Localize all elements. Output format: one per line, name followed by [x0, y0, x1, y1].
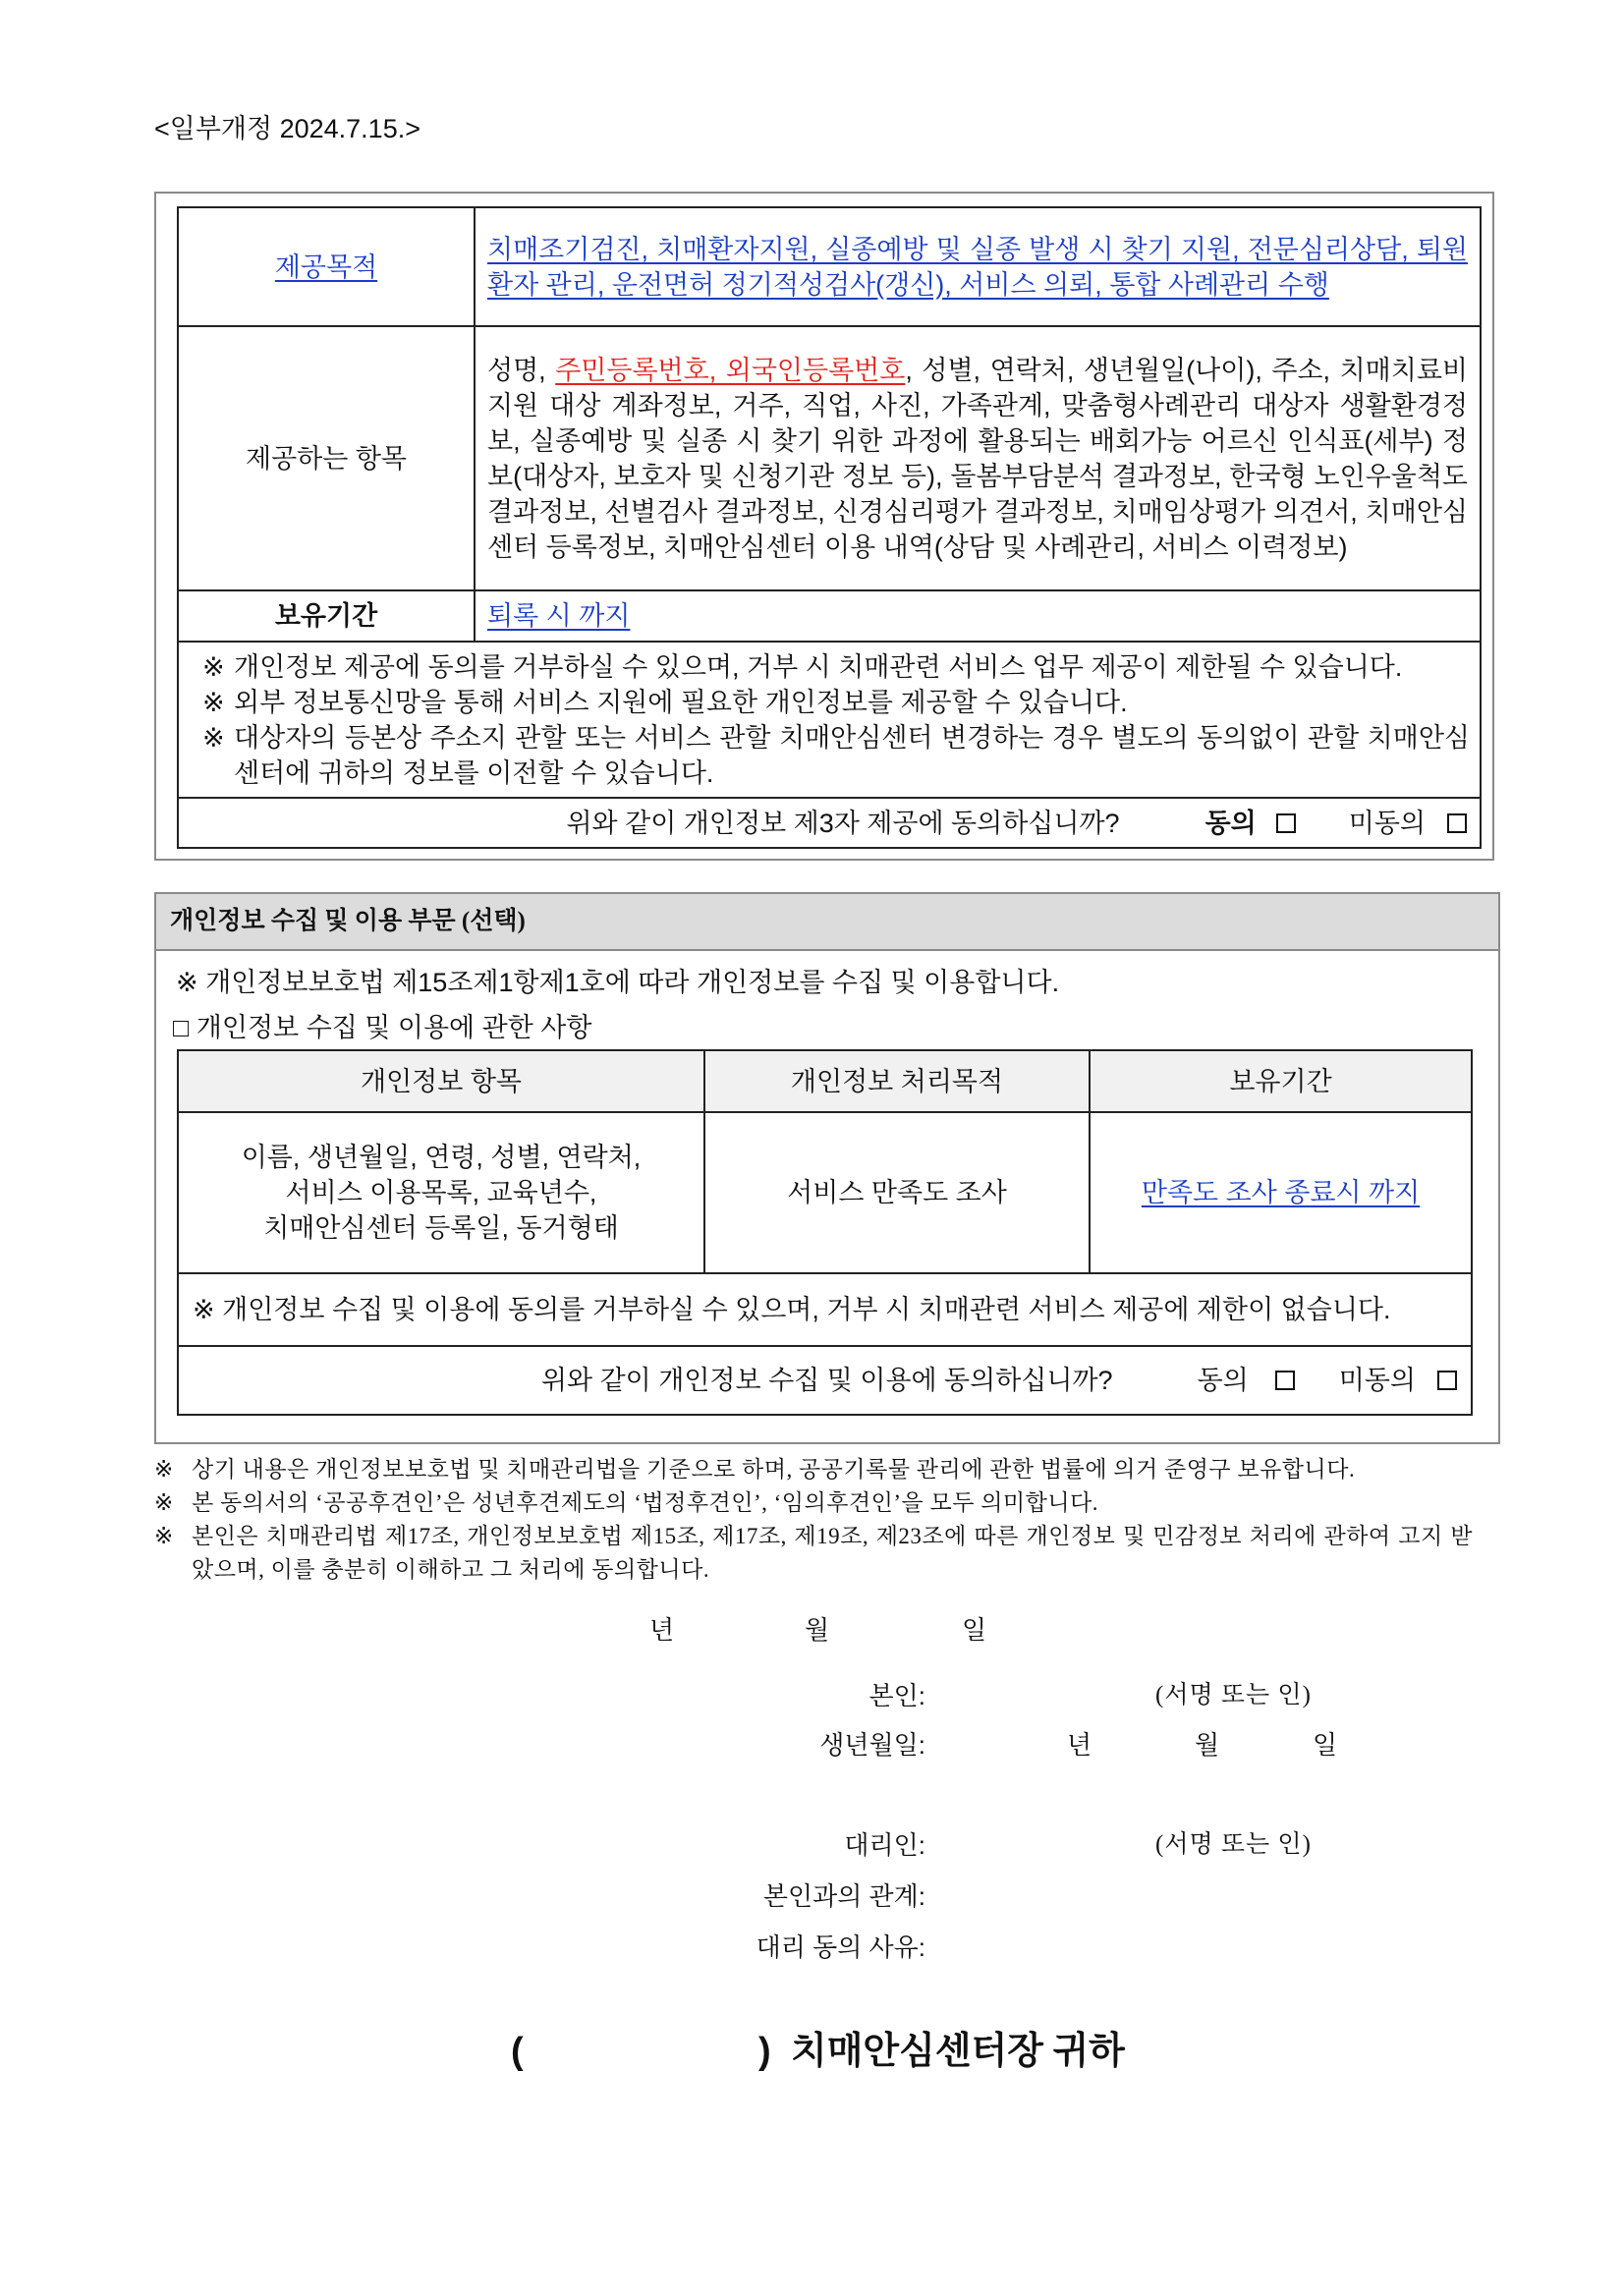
- provision-disagree-label: 미동의: [1348, 808, 1426, 838]
- collection-agree-checkbox[interactable]: [1275, 1371, 1295, 1390]
- purpose-label: 제공목적: [274, 252, 378, 282]
- footnotes: [154, 1453, 1473, 1587]
- note-mark: ※: [202, 687, 225, 717]
- note-mark: ※: [202, 722, 225, 753]
- self-sign-mark: (서명 또는 인): [1155, 1682, 1312, 1708]
- items-prefix: 성명,: [487, 355, 556, 385]
- provision-table: [177, 206, 1482, 849]
- note-item: [202, 720, 1470, 791]
- collection-items-cell: [178, 1112, 704, 1273]
- collection-disagree-checkbox[interactable]: [1437, 1371, 1457, 1390]
- collection-table-header: [178, 1050, 1472, 1112]
- birth-year: 년: [1067, 1730, 1092, 1760]
- items-label: 제공하는 항목: [246, 443, 407, 474]
- collection-consent-line: [189, 1363, 1457, 1398]
- collection-legal-basis: ※ 개인정보보호법 제15조제1항제1호에 따라 개인정보를 수집 및 이용합니다.: [176, 968, 1060, 997]
- provision-consent-question: 위와 같이 개인정보 제3자 제공에 동의하십니까?: [566, 808, 1120, 838]
- retention-row: [178, 590, 1481, 642]
- footnote-item: [154, 1486, 1473, 1520]
- provision-agree-checkbox[interactable]: [1276, 813, 1296, 833]
- purpose-row: [178, 207, 1481, 326]
- collection-items-line: 치매안심센터 등록일, 동거형태: [263, 1213, 619, 1243]
- collection-table: [177, 1049, 1473, 1416]
- proxy-sign-mark: (서명 또는 인): [1155, 1831, 1312, 1858]
- note-text: 외부 정보통신망을 통해 서비스 지원에 필요한 개인정보를 제공할 수 있습니다.: [234, 687, 1128, 717]
- footnote-text: 본인은 치매관리법 제17조, 개인정보보호법 제15조, 제17조, 제19조, 제23조에 따른 개인정보 및 민감정보 처리에 관하여 고지 받았으며, 이를 충분히 이해하고 그 처리에 동의합니다.: [192, 1524, 1473, 1582]
- collection-data-row: [178, 1112, 1472, 1273]
- note-text: 개인정보 제공에 동의를 거부하실 수 있으며, 거부 시 치매관련 서비스 업무 제공이 제한될 수 있습니다.: [234, 651, 1403, 682]
- footnote-mark: ※: [154, 1524, 174, 1548]
- collection-items-line: 이름, 생년월일, 연령, 성별, 연락처,: [241, 1143, 642, 1172]
- addressee-text: 치매안심센터장 귀하: [791, 2031, 1125, 2072]
- items-highlight: 주민등록번호, 외국인등록번호: [555, 355, 906, 385]
- collection-subheading: □ 개인정보 수집 및 이용에 관한 사항: [173, 1013, 592, 1042]
- purpose-label-cell: [178, 207, 475, 326]
- relation-label: 본인과의 관계:: [762, 1881, 925, 1911]
- footnote-item: [154, 1453, 1473, 1486]
- date-day: 일: [962, 1615, 987, 1645]
- collection-section-title: 개인정보 수집 및 이용 부문 (선택): [156, 894, 1498, 951]
- collection-consent-row: [178, 1346, 1472, 1415]
- provision-agree-label: 동의: [1204, 808, 1257, 838]
- reason-label: 대리 동의 사유:: [756, 1932, 925, 1962]
- footnote-text: 본 동의서의 ‘공공후견인’은 성년후견제도의 ‘법정후견인’, ‘임의후견인’을 모두 의미합니다.: [192, 1490, 1099, 1515]
- date-month: 월: [805, 1615, 830, 1645]
- footnote-mark: ※: [154, 1457, 174, 1482]
- collection-items-line: 서비스 이용목록, 교육년수,: [285, 1178, 597, 1207]
- provision-consent-line: [189, 806, 1467, 841]
- collection-disagree-label: 미동의: [1338, 1366, 1416, 1395]
- footnote-text: 상기 내용은 개인정보보호법 및 치매관리법을 기준으로 하며, 공공기록물 관리에 관한 법률에 의거 준영구 보유합니다.: [192, 1457, 1356, 1482]
- date-year: 년: [649, 1615, 675, 1645]
- collection-retention-cell: [1090, 1112, 1472, 1273]
- addressee-close-paren: ): [758, 2031, 771, 2072]
- items-rest: , 성별, 연락처, 생년월일(나이), 주소, 치매치료비지원 대상 계좌정보, 거주, 직업, 사진, 가족관계, 맞춤형사례관리 대상자 생활환경정보, 실종예방 및 실종 시 찾기 위한 과정에 활용되는 배회가능 어르신 인식표(세부) 정보(대상자, 보호자 및 신청기관 정보 등), 돌봄부담분석 결과정보, 한국형 노인우울척도 결과정보, 선별검사 결과정보, 신경심리평가 결과정보, 치매임상평가 의견서, 치매안심센터 등록정보, 치매안심센터 이용 내역(상담 및 사례관리, 서비스 이력정보): [487, 355, 1468, 562]
- note-item: [202, 685, 1470, 720]
- notes-cell: [178, 642, 1481, 798]
- birth-day: 일: [1313, 1730, 1338, 1760]
- retention-label: 보유기간: [274, 601, 378, 631]
- retention-label-cell: [178, 590, 475, 642]
- note-mark: ※: [202, 651, 225, 682]
- birth-label: 생년월일:: [819, 1730, 925, 1760]
- header-items: 개인정보 항목: [178, 1050, 704, 1112]
- notes-row: [178, 642, 1481, 798]
- retention-value: 퇴록 시 까지: [487, 601, 631, 631]
- header-purpose: 개인정보 처리목적: [704, 1050, 1090, 1112]
- collection-agree-label: 동의: [1197, 1366, 1249, 1395]
- self-label: 본인:: [868, 1681, 925, 1710]
- header-retention: 보유기간: [1090, 1050, 1472, 1112]
- collection-consent-cell: [178, 1346, 1472, 1415]
- collection-retention: 만족도 조사 종료시 까지: [1141, 1178, 1421, 1207]
- items-row: [178, 326, 1481, 590]
- items-content-cell: [475, 326, 1481, 590]
- items-label-cell: [178, 326, 475, 590]
- birth-month: 월: [1195, 1730, 1220, 1760]
- provision-consent-row: [178, 798, 1481, 848]
- addressee-open-paren: (: [511, 2031, 524, 2072]
- collection-note: ※ 개인정보 수집 및 이용에 동의를 거부하실 수 있으며, 거부 시 치매관련 서비스 제공에 제한이 없습니다.: [178, 1273, 1472, 1346]
- collection-consent-question: 위와 같이 개인정보 수집 및 이용에 동의하십니까?: [540, 1366, 1113, 1395]
- purpose-content-cell: [475, 207, 1481, 326]
- provision-consent-cell: [178, 798, 1481, 848]
- footnote-item: [154, 1520, 1473, 1587]
- note-text: 대상자의 등본상 주소지 관할 또는 서비스 관할 치매안심센터 변경하는 경우 별도의 동의없이 관할 치매안심센터에 귀하의 정보를 이전할 수 있습니다.: [234, 722, 1470, 788]
- note-item: [202, 649, 1470, 685]
- purpose-text: 치매조기검진, 치매환자지원, 실종예방 및 실종 발생 시 찾기 지원, 전문심리상담, 퇴원환자 관리, 운전면허 정기적성검사(갱신), 서비스 의뢰, 통합 사례관리 수행: [487, 234, 1468, 300]
- collection-note-row: [178, 1273, 1472, 1346]
- proxy-label: 대리인:: [844, 1830, 925, 1860]
- footnote-mark: ※: [154, 1490, 174, 1515]
- revision-note: <일부개정 2024.7.15.>: [154, 114, 420, 143]
- provision-disagree-checkbox[interactable]: [1447, 813, 1467, 833]
- collection-purpose: 서비스 만족도 조사: [704, 1112, 1090, 1273]
- retention-value-cell: [475, 590, 1481, 642]
